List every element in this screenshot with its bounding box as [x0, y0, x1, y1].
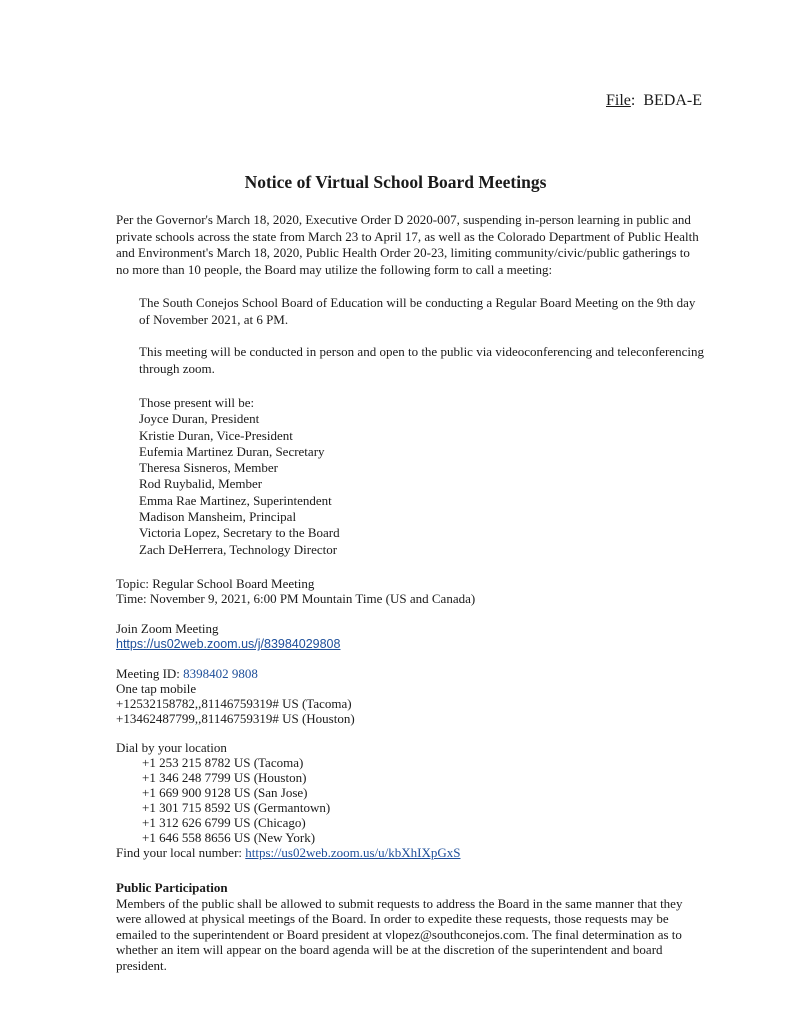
- notice-paragraph-2: This meeting will be conducted in person and open to the public via videoconferencing and teleconferencing through zoom.: [139, 344, 704, 376]
- join-zoom-block: [116, 621, 716, 652]
- intro-paragraph: Per the Governor's March 18, 2020, Executive Order D 2020-007, suspending in-person learning in public and private schools across the state from March 23 to April 17, as well as the Colorado Department of Public Health and Environment's March 18, 2020, Public Health Order 20-23, limiting community/civic/public gatherings to no more than 10 people, the Board may utilize the following form to call a meeting:: [116, 212, 699, 277]
- dial-number: +1 253 215 8782 US (Tacoma): [142, 755, 304, 770]
- dial-number: +1 301 715 8592 US (Germantown): [142, 800, 331, 815]
- dial-label: Dial by your location: [116, 740, 227, 755]
- document-title: Notice of Virtual School Board Meetings: [244, 172, 547, 192]
- meeting-time: Time: November 9, 2021, 6:00 PM Mountain Time (US and Canada): [116, 591, 476, 606]
- meeting-topic: Topic: Regular School Board Meeting: [116, 576, 315, 591]
- participation-heading: Public Participation: [116, 880, 228, 895]
- meeting-id-label: Meeting ID:: [116, 666, 180, 681]
- attendee-item: Rod Ruybalid, Member: [139, 476, 263, 492]
- find-number-link[interactable]: https://us02web.zoom.us/u/kbXhIXpGxS: [245, 845, 461, 860]
- attendee-item: Joyce Duran, President: [139, 411, 260, 427]
- attendees-heading: Those present will be:: [139, 395, 255, 410]
- public-participation-section: [116, 880, 688, 973]
- meeting-id-value: 8398402 9808: [183, 666, 258, 681]
- attendee-item: Theresa Sisneros, Member: [139, 460, 278, 476]
- file-label: File: [606, 92, 631, 109]
- attendee-item: Kristie Duran, Vice-President: [139, 427, 293, 443]
- find-number-label: Find your local number:: [116, 845, 243, 860]
- tap-number: +13462487799,,81146759319# US (Houston): [116, 711, 355, 726]
- one-tap-label: One tap mobile: [116, 681, 197, 696]
- dial-number: +1 669 900 9128 US (San Jose): [142, 785, 308, 800]
- attendee-item: Eufemia Martinez Duran, Secretary: [139, 443, 325, 459]
- file-code: BEDA-E: [643, 92, 702, 109]
- attendee-item: Emma Rae Martinez, Superintendent: [139, 492, 332, 508]
- dial-number: +1 646 558 8656 US (New York): [142, 830, 316, 845]
- attendee-item: Madison Mansheim, Principal: [139, 509, 297, 525]
- dial-block: [116, 740, 716, 860]
- attendees-list: [139, 395, 709, 558]
- attendee-item: Victoria Lopez, Secretary to the Board: [139, 525, 340, 541]
- attendee-item: Zach DeHerrera, Technology Director: [139, 541, 338, 557]
- join-zoom-label: Join Zoom Meeting: [116, 621, 219, 636]
- meeting-id-block: [116, 666, 716, 726]
- join-zoom-link[interactable]: https://us02web.zoom.us/j/83984029808: [116, 637, 341, 651]
- notice-paragraph-1: The South Conejos School Board of Education will be conducting a Regular Board Meeting on the 9th day of November 2021, at 6 PM.: [139, 295, 696, 327]
- dial-number: +1 346 248 7799 US (Houston): [142, 770, 307, 785]
- meeting-topic-block: [116, 576, 716, 606]
- participation-text: Members of the public shall be allowed to submit requests to address the Board in the same manner that they were allowed at physical meetings of the Board. In order to expedite these requests, those requests may be emailed to the superintendent or Board president at vlopez@southconejos.com. The final determination as to whether an item will appear on the board agenda will be at the discretion of the superintendent and board president.: [116, 895, 683, 973]
- file-reference: File: BEDA-E: [606, 92, 702, 109]
- dial-number: +1 312 626 6799 US (Chicago): [142, 815, 306, 830]
- tap-number: +12532158782,,81146759319# US (Tacoma): [116, 696, 352, 711]
